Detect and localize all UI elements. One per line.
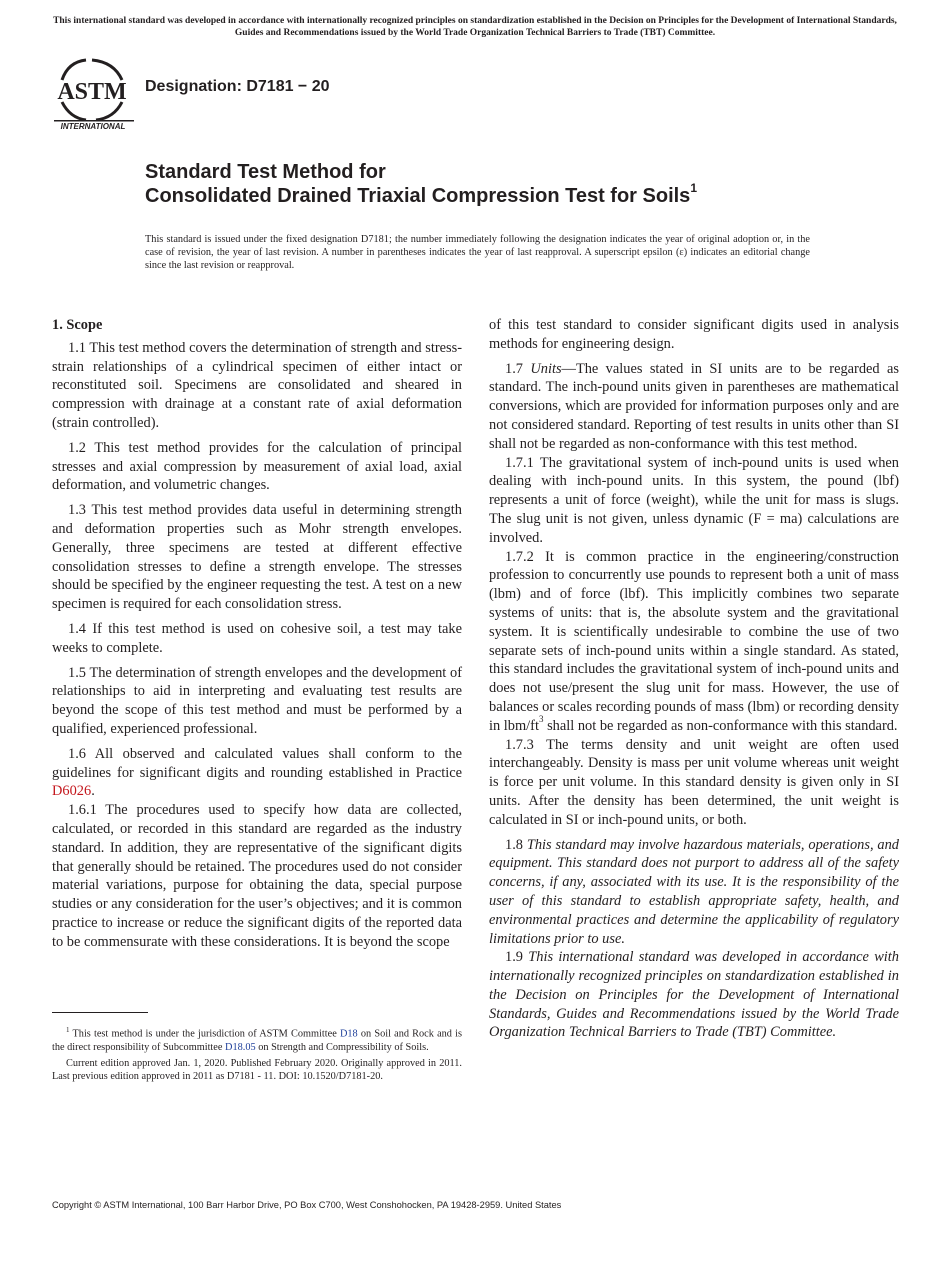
tbt-notice: This international standard was developed in accordance with internationally recognized principles on standardization established in the Decision on Principles for the Development of International Standards, Guides and Recommendations issued by the World Trade Organization Technical Barriers to Trade (TBT) Committee. — [53, 16, 897, 38]
section-heading-scope: 1. Scope — [52, 317, 103, 333]
para-1-7-2-b: shall not be regarded as non-conformance with this standard. — [543, 717, 898, 734]
title-line-2-text: Consolidated Drained Triaxial Compression Test for Soils — [145, 185, 691, 207]
page-title — [145, 160, 865, 208]
footnote-1-c: on Strength and Compressibility of Soils. — [255, 1041, 429, 1053]
para-1-9-num: 1.9 — [505, 949, 529, 966]
para-1-7-2-sup: 3 — [538, 713, 544, 724]
astm-logo-icon — [52, 58, 136, 132]
astm-logo — [52, 58, 136, 132]
footnote-1 — [52, 1024, 462, 1054]
footnote-1-b: on Soil and Rock and is the direct responsibility of Subcommittee — [52, 1028, 462, 1053]
right-column — [489, 316, 899, 1048]
para-1-8 — [489, 836, 899, 949]
title-footnote-mark: 1 — [690, 181, 697, 195]
link-d18[interactable]: D18 — [339, 1028, 358, 1040]
para-1-8-num: 1.8 — [505, 836, 527, 853]
para-1-7-num: 1.7 — [505, 360, 531, 377]
para-1-8-text: This standard may involve hazardous materials, operations, and equipment. This standard does not purport to address all of the safety concerns, if any, associated with its use. It is the responsibility of the user of this standard to establish appropriate safety, health, and environmental practices and determine the applicability of regulatory limitations prior to use. — [489, 836, 899, 947]
para-1-6-1: 1.6.1 The procedures used to specify how data are collected, calculated, or recorded in this standard are regarded as the industry standard. In addition, they are representative of the significant digits that generally should be retained. The procedures used do not consider material variations, purpose for obtaining the data, special purpose studies or any consideration for the user’s objectives; and it is common practice to increase or reduce the significant digits of the reported data to be commensurate with these considerations. It is beyond the scope — [52, 802, 462, 950]
title-line-1: Standard Test Method for — [145, 161, 386, 183]
para-1-6 — [52, 745, 462, 801]
left-column — [52, 316, 462, 958]
para-1-6-end: . — [91, 783, 95, 800]
para-1-7-text: —The values stated in SI units are to be regarded as standard. The inch-pound units given in parentheses are mathematical conversions, which are provided for information purposes only and are not considered standard. Reporting of test results in units other than SI shall not be regarded as non-conformance with this test method. — [489, 360, 899, 452]
para-1-7-2-a: 1.7.2 It is common practice in the engineering/construction profession to concurrently use pounds to represent both a unit of mass (lbm) and of force (lbf). This implicitly combines two separate systems of units: that is, the absolute system and the gravitational system. It is scientifically undesirable to combine the use of two separate sets of inch-pound units within a single standard. As stated, this standard includes the gravitational system of inch-pound units and does not use/present the slug unit for mass. However, the use of balances or scales recording pounds of mass (lbm) or recording density in lbm/ft — [489, 548, 900, 734]
copyright: Copyright © ASTM International, 100 Barr Harbor Drive, PO Box C700, West Conshohocken, PA 19428-2959. United States — [52, 1200, 562, 1210]
para-1-2: 1.2 This test method provides for the calculation of principal stresses and axial compression by measurement of axial load, axial deformation, and volumetric changes. — [52, 439, 462, 494]
para-1-7-1: 1.7.1 The gravitational system of inch-pound units is used when dealing with inch-pound units. In this system, the pound (lbf) represents a unit of force (weight), while the unit for mass is slugs. The slug unit is not given, unless dynamic (F = ma) calculations are involved. — [489, 454, 899, 546]
logo-subtext: INTERNATIONAL — [60, 122, 126, 131]
footnote-1-mark: 1 — [66, 1026, 70, 1034]
designation: Designation: D7181 − 20 — [145, 78, 330, 95]
issuance-note: This standard is issued under the fixed designation D7181; the number immediately following the designation indicates the year of original adoption or, in the case of revision, the year of last revision. A number in parentheses indicates the year of last reapproval. A superscript epsilon (ε) indicates an editorial change since the last revision or reapproval. — [145, 234, 810, 271]
para-1-7 — [489, 360, 899, 454]
link-d18-05[interactable]: D18.05 — [225, 1041, 256, 1053]
title-line-2 — [145, 181, 865, 208]
para-1-6-1-cont: of this test standard to consider significant digits used in analysis methods for engineering design. — [489, 317, 899, 352]
para-1-4: 1.4 If this test method is used on cohesive soil, a test may take weeks to complete. — [52, 620, 462, 656]
para-1-7-2 — [489, 548, 899, 736]
para-1-3: 1.3 This test method provides data useful in determining strength and deformation properties such as Mohr strength envelopes. Generally, three specimens are tested at different effective consolidation stresses to define a strength envelope. The stresses should be specified by the engineer requesting the test. A test on a new specimen is required for each consolidation stress. — [52, 502, 462, 613]
para-1-5: 1.5 The determination of strength envelopes and the development of relationships to aid in interpreting and evaluating test results are beyond the scope of this test method and must be performed by a qualified, experienced professional. — [52, 664, 462, 737]
para-1-6-text: 1.6 All observed and calculated values shall conform to the guidelines for significant digits and rounding established in Practice — [52, 745, 462, 781]
footnote-1-a: This test method is under the jurisdiction of ASTM Committee — [72, 1028, 340, 1040]
para-1-7-3: 1.7.3 The terms density and unit weight are often used interchangeably. Density is mass per unit volume whereas unit weight is force per unit volume. In this standard density is given only in SI units. After the density has been determined, the unit weight is calculated in SI or inch-pound units, or both. — [489, 736, 899, 828]
para-1-9 — [489, 948, 899, 1042]
para-1-9-text: This international standard was developed in accordance with internationally recognized principles on standardization established in the Decision on Principles for the Development of International Standards, Guides and Recommendations issued by the World Trade Organization Technical Barriers to Trade (TBT) Committee. — [489, 949, 899, 1041]
logo-text: ASTM — [57, 79, 127, 105]
footnote-rule — [52, 1012, 148, 1013]
para-1-7-label: Units — [530, 360, 562, 377]
footnote-2: Current edition approved Jan. 1, 2020. Published February 2020. Originally approved in 2011. Last previous edition approved in 2011 as D7181 - 11. DOI: 10.1520/D7181-20. — [52, 1058, 462, 1083]
link-d6026[interactable]: D6026 — [52, 783, 92, 800]
footnotes — [52, 1024, 462, 1087]
para-1-1: 1.1 This test method covers the determination of strength and stress-strain relationships of a cylindrical specimen of either intact or reconstituted soil. Specimens are consolidated and sheared in compression with drainage at a constant rate of axial deformation (strain controlled). — [52, 339, 462, 431]
